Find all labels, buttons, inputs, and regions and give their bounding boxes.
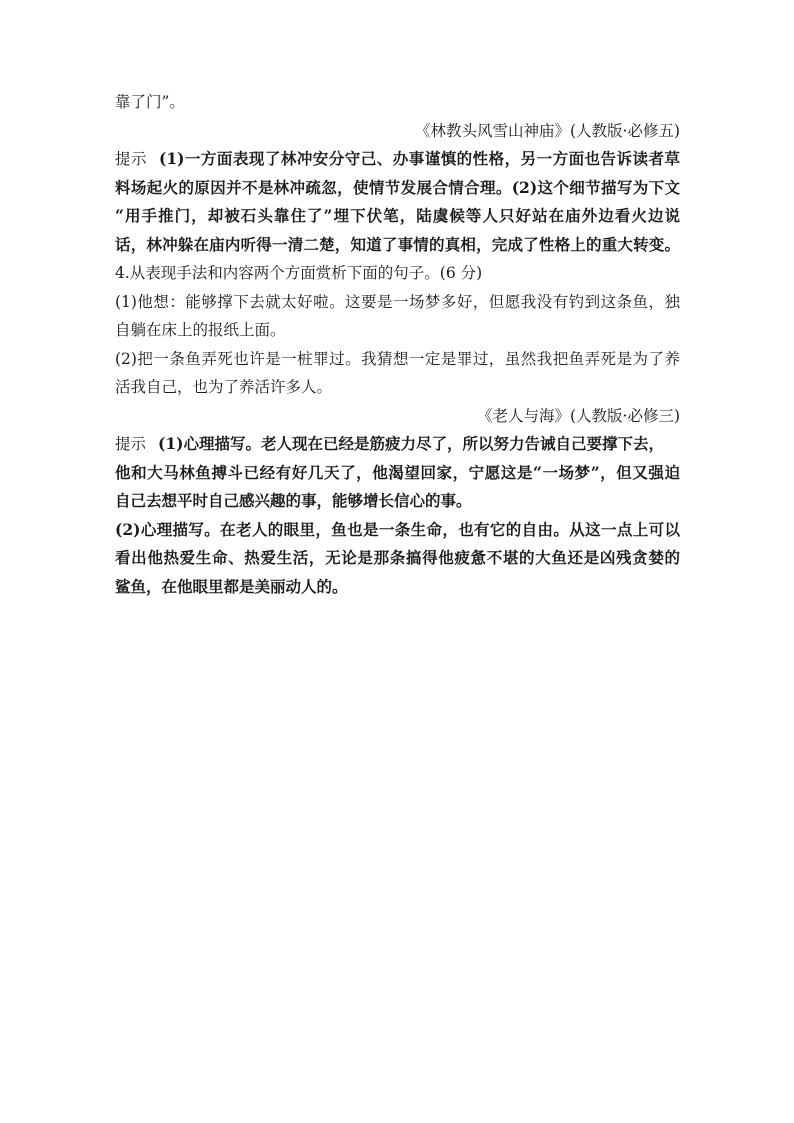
hint-line: 鲨鱼，在他眼里都是美丽动人的。: [115, 576, 348, 596]
hint-line: 话，林冲躲在庙内听得一清二楚，知道了事情的真相，完成了性格上的重大转变。: [115, 234, 680, 254]
hint-label: 提示: [115, 435, 147, 453]
quoted-sentence-line: (1)他想：能够撑下去就太好啦。这要是一场梦多好，但愿我没有钓到这条鱼，独: [115, 292, 680, 311]
question-prompt: 4.从表现手法和内容两个方面赏析下面的句子。(6 分): [115, 264, 483, 282]
hint-text: (1)一方面表现了林冲安分守己、办事谨慎的性格，另一方面也告诉读者草: [158, 149, 680, 168]
document-page: [115, 88, 680, 601]
continued-text: 靠了门”。: [115, 93, 185, 111]
hint-line: 他和大马林鱼搏斗已经有好几天了，他渴望回家，宁愿这是“一场梦”，但又强迫: [115, 462, 680, 482]
source-citation: 《林教头风雪山神庙》(人教版·必修五): [414, 121, 680, 140]
hint-line: [115, 145, 680, 174]
hint-text: (1)心理描写。老人现在已经是筋疲力尽了，所以努力告诫自己要撑下去，: [158, 434, 664, 453]
hint-label: 提示: [115, 150, 147, 168]
hint-line: “用手推门，却被石头靠住了”埋下伏笔，陆虞候等人只好站在庙外边看火边说: [115, 206, 680, 225]
source-citation: 《老人与海》(人教版·必修三): [476, 406, 680, 425]
quoted-sentence-line: 活我自己，也为了养活许多人。: [115, 378, 333, 396]
hint-line: 看出他热爱生命、热爱生活，无论是那条搞得他疲惫不堪的大鱼还是凶残贪婪的: [115, 548, 680, 567]
hint-line: [115, 430, 680, 459]
hint-line: 料场起火的原因并不是林冲疏忽，使情节发展合情合理。(2)这个细节描写为下文: [115, 177, 680, 197]
hint-line: (2)心理描写。在老人的眼里，鱼也是一条生命，也有它的自由。从这一点上可以: [115, 519, 680, 539]
quoted-sentence-line: 自躺在床上的报纸上面。: [115, 321, 286, 339]
quoted-sentence-line: (2)把一条鱼弄死也许是一桩罪过。我猜想一定是罪过，虽然我把鱼弄死是为了养: [115, 349, 680, 368]
hint-line: 自己去想平时自己感兴趣的事，能够增长信心的事。: [115, 491, 472, 510]
